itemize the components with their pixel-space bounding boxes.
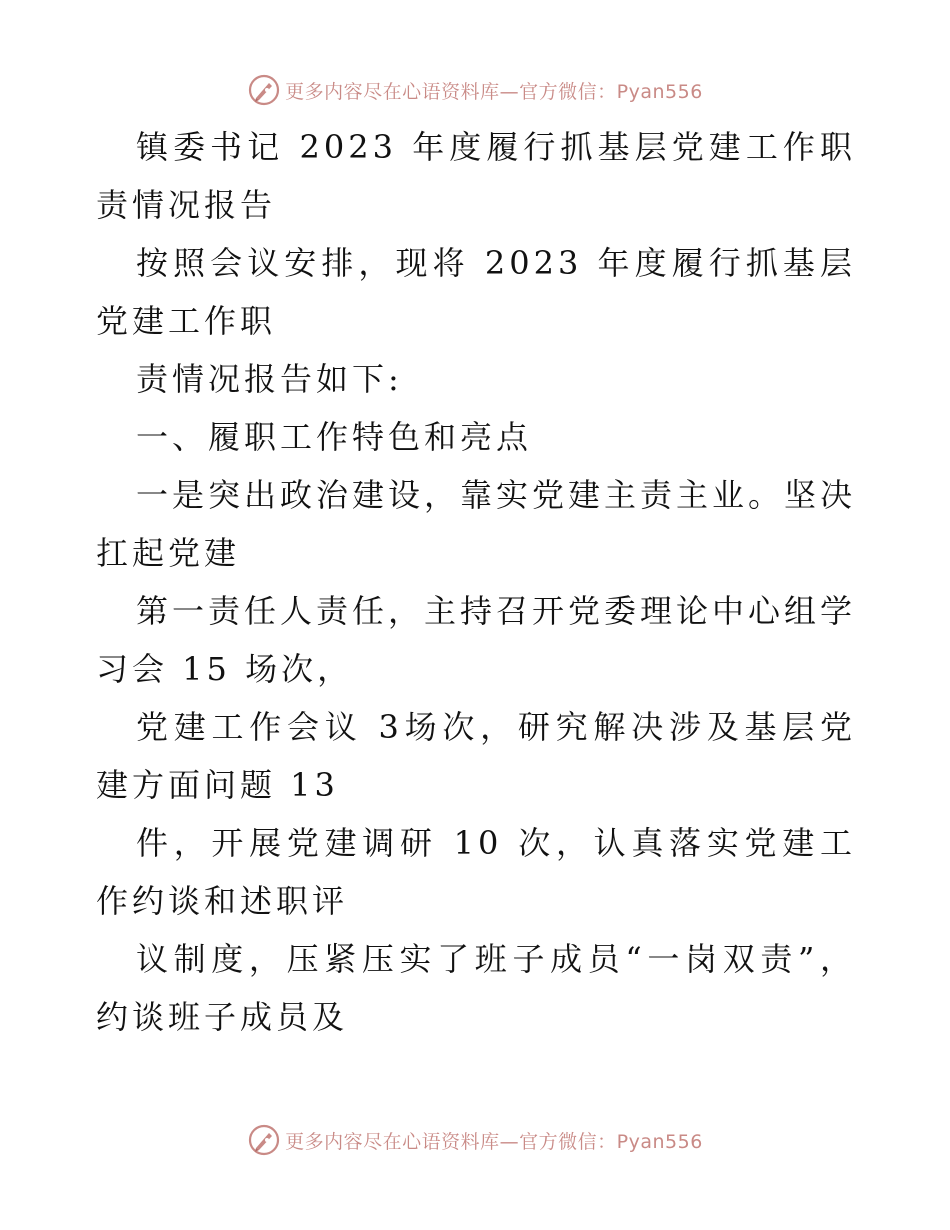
- paragraph: 件，开展党建调研 10 次，认真落实党建工作约谈和述职评: [96, 824, 856, 920]
- paragraph: 按照会议安排，现将 2023 年度履行抓基层党建工作职: [96, 244, 856, 340]
- paragraph: 第一责任人责任，主持召开党委理论中心组学习会 15 场次，: [96, 592, 857, 688]
- paragraph: 党建工作会议 3场次，研究解决涉及基层党建方面问题 13: [96, 708, 856, 804]
- paragraph: 一是突出政治建设，靠实党建主责主业。坚决扛起党建: [96, 476, 857, 572]
- document-body: [96, 118, 856, 1046]
- paragraph-title: 镇委书记 2023 年度履行抓基层党建工作职责情况报告: [96, 128, 856, 224]
- watermark-text: 更多内容尽在心语资料库—官方微信：Pyan556: [285, 1130, 703, 1153]
- pen-logo-icon: [247, 1123, 281, 1157]
- pen-logo-icon: [247, 73, 281, 107]
- paragraph: 议制度，压紧压实了班子成员“一岗双责”，约谈班子成员及: [96, 940, 856, 1036]
- watermark-header: [0, 70, 950, 110]
- watermark-footer: [0, 1120, 950, 1160]
- section-heading: 一、履职工作特色和亮点: [136, 418, 533, 456]
- paragraph: 责情况报告如下:: [136, 360, 403, 398]
- watermark-text: 更多内容尽在心语资料库—官方微信：Pyan556: [285, 80, 703, 103]
